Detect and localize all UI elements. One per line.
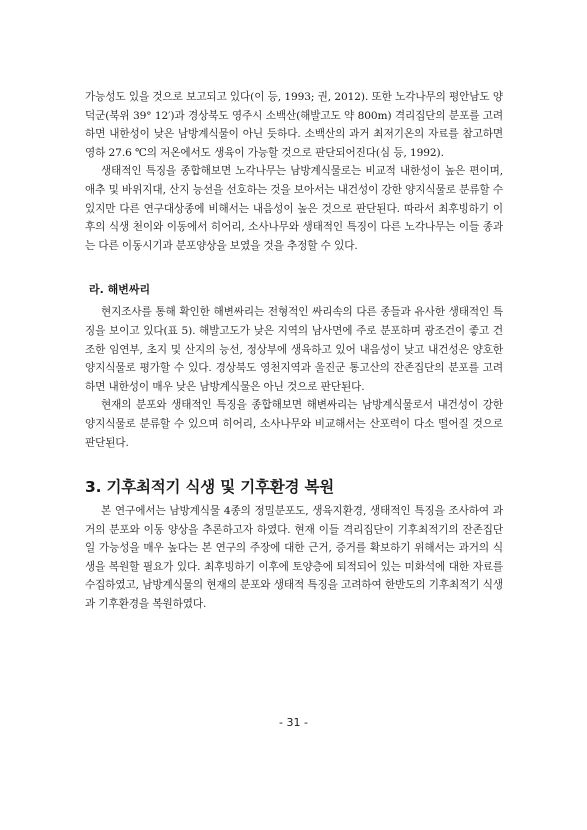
body-paragraph: 현재의 분포와 생태적인 특징을 종합해보면 해변싸리는 남방계식물로서 내건성이 강한 양지식물로 분류할 수 있으며 히어리, 소사나무와 비교해서는 산포력이 다소 떨어질 것으로 판단된다. <box>85 399 503 449</box>
page-number: - 31 - <box>279 716 308 729</box>
page-body <box>85 88 503 614</box>
body-paragraph: 가능성도 있을 것으로 보고되고 있다(이 등, 1993; 권, 2012). 또한 노각나무의 평안남도 양덕군(북위 39° 12′)과 경상북도 영주시 소백산(해발고도 약 800m) 격리집단의 분포를 고려하면 내한성이 낮은 남방계식물이 아닌 듯하다. 소백산의 과거 최저기온의 자료를 참고하면 영하 27.6 ℃의 저온에서도 생육이 가능할 것으로 판단되어진다(심 등, 1992). <box>85 91 503 159</box>
body-paragraph: 현지조사를 통해 확인한 해변싸리는 전형적인 싸리속의 다른 종들과 유사한 생태적인 특징을 보이고 있다(표 5). 해발고도가 낮은 지역의 남사면에 주로 분포하며 광조건이 좋고 건조한 임연부, 초지 및 산지의 능선, 정상부에 생육하고 있어 내음성이 낮고 내건성은 양호한 양지식물로 평가할 수 있다. 경상북도 영천지역과 울진군 통고산의 잔존집단의 분포를 고려하면 내한성이 매우 낮은 남방계식물은 아닌 것으로 판단된다. <box>85 306 503 393</box>
body-paragraph: 본 연구에서는 남방계식물 4종의 정밀분포도, 생육지환경, 생태적인 특징을 조사하여 과거의 분포와 이동 양상을 추론하고자 하였다. 현재 이들 격리집단이 기후최적기의 잔존집단일 가능성을 매우 높다는 본 연구의 주장에 대한 근거, 증거를 확보하기 위해서는 과거의 식생을 복원할 필요가 있다. 최후빙하기 이후에 토양층에 퇴적되어 있는 미화석에 대한 자료를 수집하였고, 남방계식물의 현재의 분포와 생태적 특징을 고려하여 한반도의 기후최적기 식생과 기후환경을 복원하였다. <box>85 505 503 611</box>
section-heading: 3. 기후최적기 식생 및 기후환경 복원 <box>85 478 335 497</box>
body-paragraph: 생태적인 특징을 종합해보면 노각나무는 남방계식물로는 비교적 내한성이 높은 편이며, 애추 및 바위지대, 산지 능선을 선호하는 것을 보아서는 내건성이 강한 양지식물로 분류할 수 있지만 다른 연구대상종에 비해서는 내음성이 높은 것으로 판단된다. 따라서 최후빙하기 이후의 식생 천이와 이동에서 히어리, 소사나무와 생태적인 특징이 다른 노각나무는 이들 종과는 다른 이동시기과 분포양상을 보였을 것을 추정할 수 있다. <box>85 165 503 252</box>
subsection-heading: 라. 해변싸리 <box>89 283 151 297</box>
